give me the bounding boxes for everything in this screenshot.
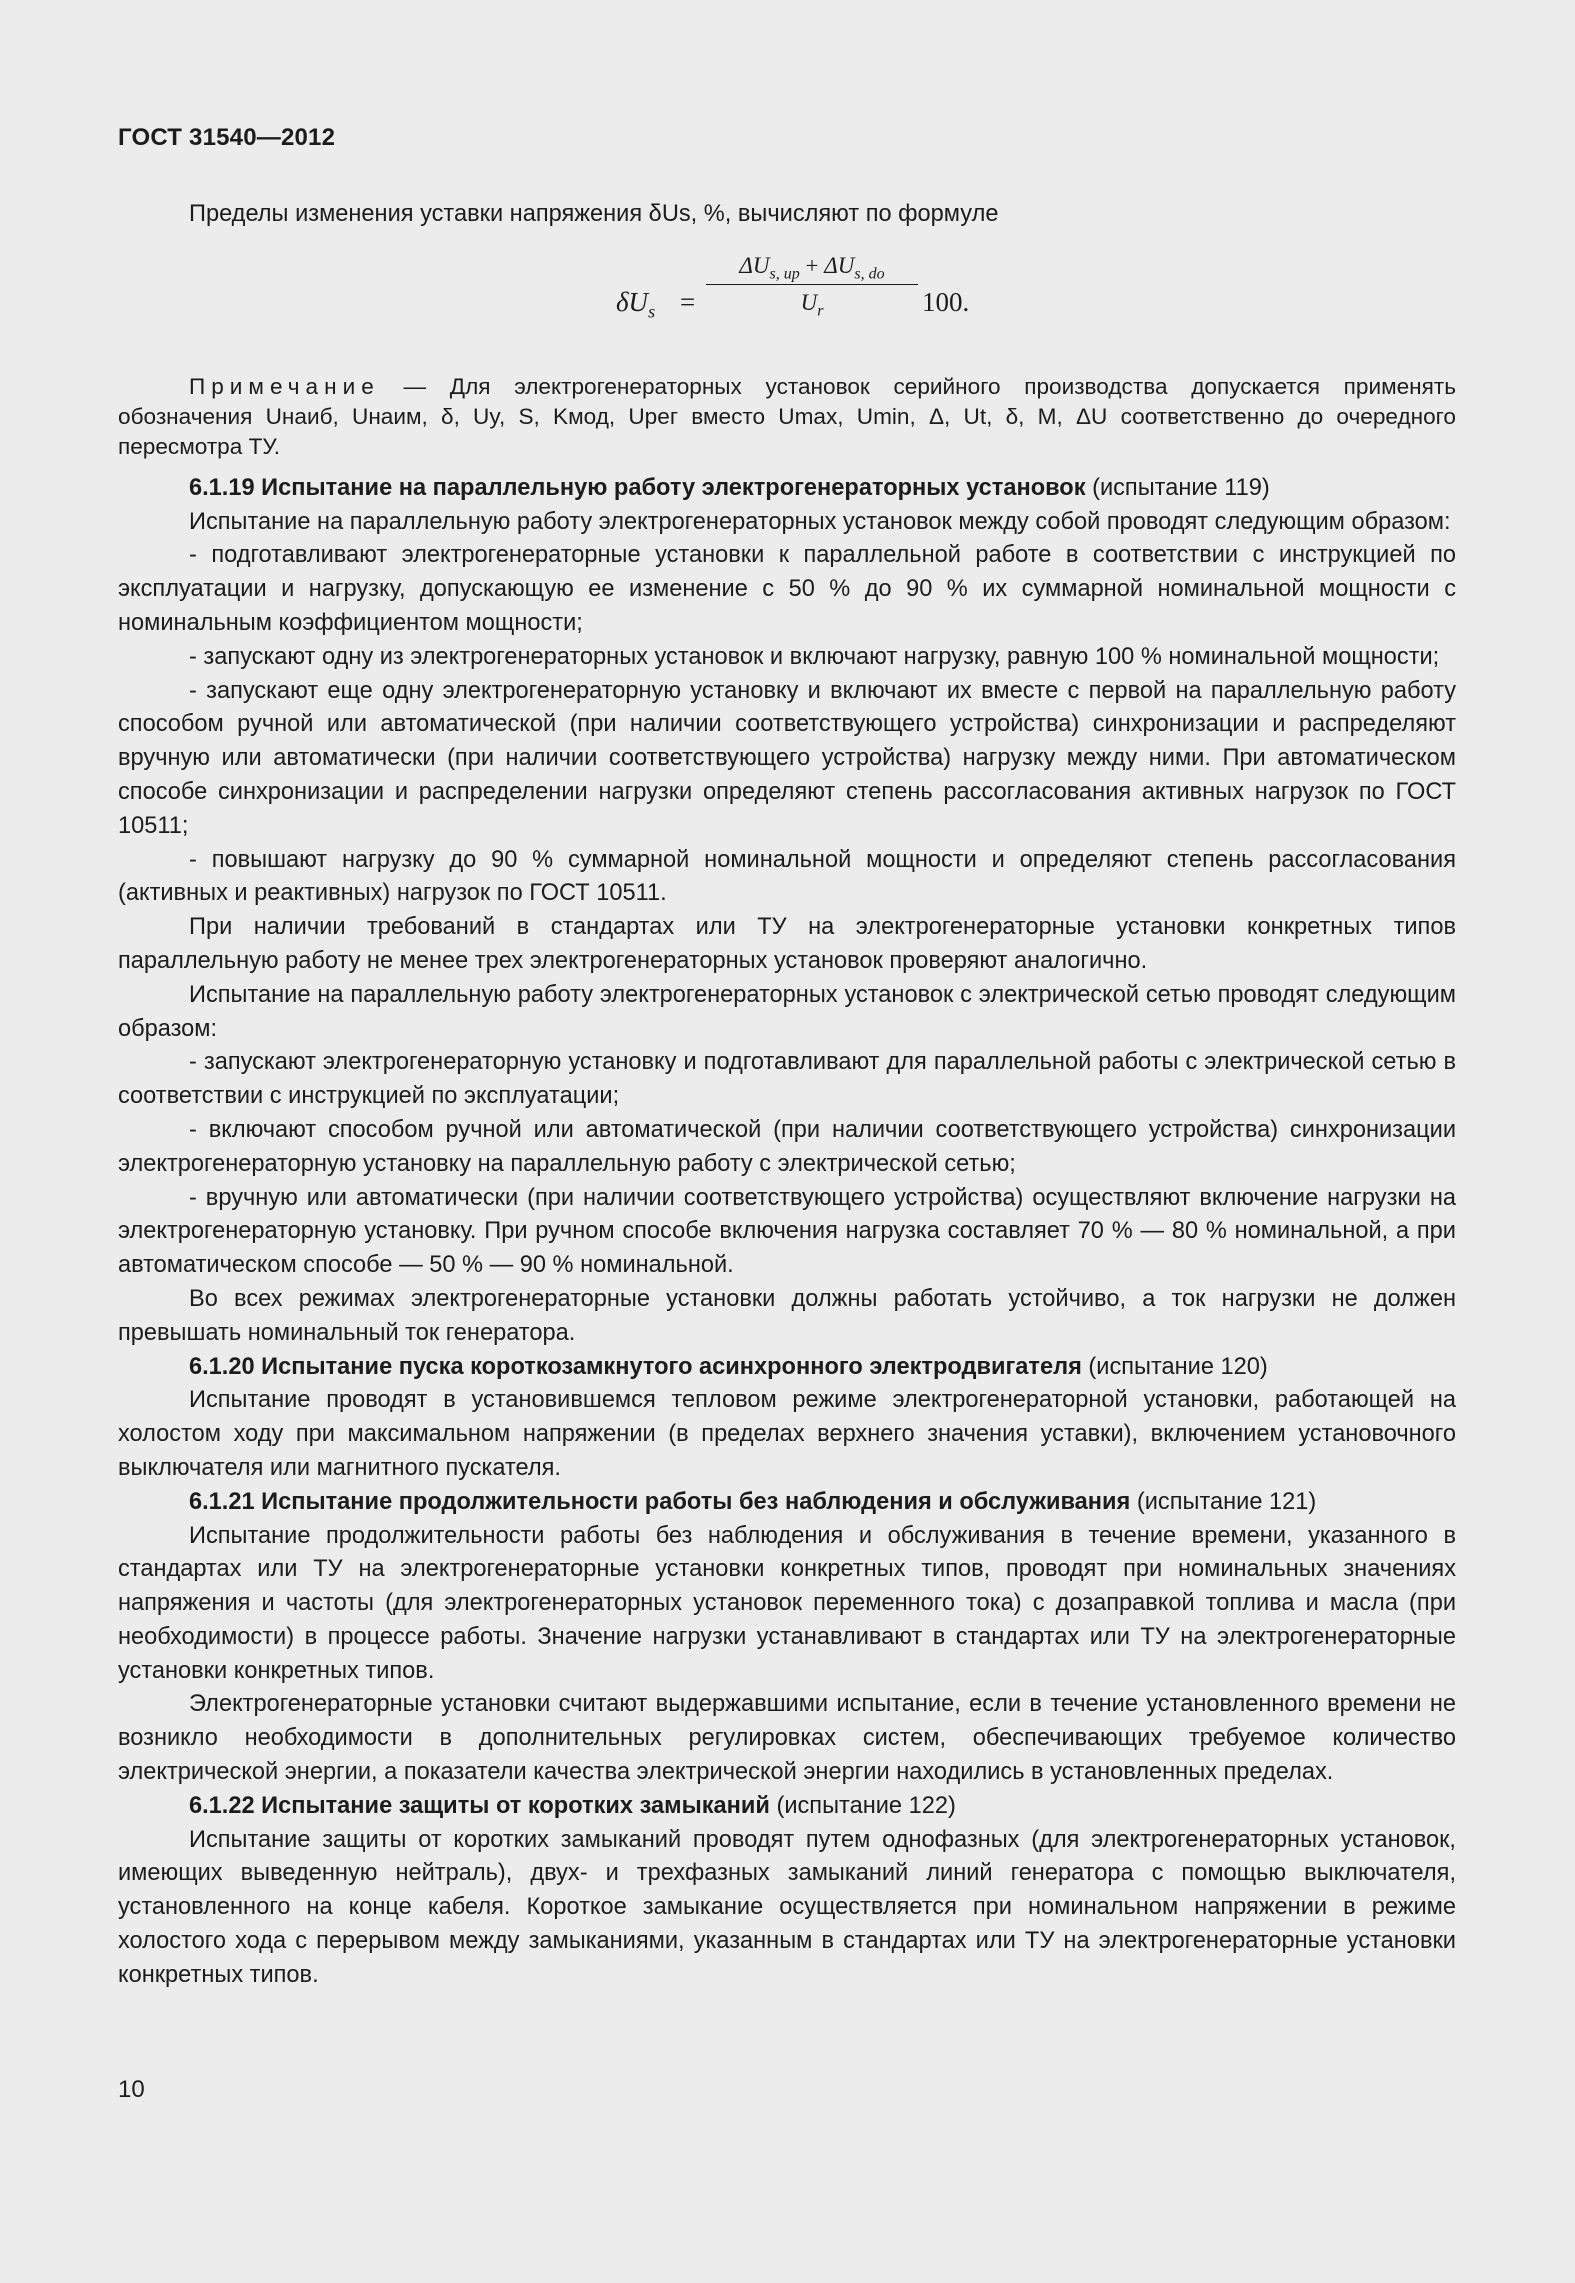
body-paragraph: - подготавливают электрогенераторные установки к параллельной работе в соответствии с инструкцией по эксплуатации и нагрузку, допускающую ее изменение с 50 % до 90 % их суммарной номинальной мощности с номинальным коэффициентом мощности; (118, 542, 1456, 636)
page-content (118, 198, 1456, 1993)
formula-numerator: $\Delta U_{s, up} + \Delta U_{s, do}$ (739, 252, 885, 283)
formula-intro: Пределы изменения уставки напряжения δUs, %, вычисляют по формуле (189, 201, 999, 227)
note-text: — Для электрогенераторных установок серийного производства допускается применять обозначения Uнаиб, Uнаим, δ, Uy, S, Kмод, Uрег вместо Umax, Umin, Δ, Ut, δ, M, ΔU соответственно до очередного пересмотра ТУ. (118, 373, 1456, 459)
body-paragraph: Во всех режимах электрогенераторные установки должны работать устойчиво, а ток нагрузки не должен превышать номинальный ток генератора. (118, 1285, 1456, 1346)
section-heading (118, 472, 1456, 506)
body-paragraph: Испытание защиты от коротких замыканий проводят путем однофазных (для электрогенераторных установок, имеющих выведенную нейтраль), двух- и трехфазных замыканий линий генератора с помощью выключателя, установленного на конце кабеля. Короткое замыкание осуществляется при номинальном напряжении в режиме холостого хода с перерывом между замыканиями, указанным в стандартах или ТУ на электрогенераторные установки конкретных типов. (118, 1826, 1456, 1988)
section-title: 6.1.22 Испытание защиты от коротких замыканий (189, 1792, 770, 1819)
body-paragraph: Испытание на параллельную работу электрогенераторных установок с электрической сетью проводят следующим образом: (118, 981, 1456, 1042)
section-test-number: (испытание 119) (1085, 474, 1270, 501)
body-paragraph: - запускают электрогенераторную установку и подготавливают для параллельной работы с электрической сетью в соответствии с инструкцией по эксплуатации; (118, 1049, 1456, 1110)
formula-fraction (706, 248, 918, 330)
formula (118, 244, 1456, 354)
body-paragraph: - включают способом ручной или автоматической (при наличии соответствующего устройства) синхронизации электрогенераторную установку на параллельную работу с электрической сетью; (118, 1116, 1456, 1177)
body-paragraph: - запускают еще одну электрогенераторную установку и включают их вместе с первой на параллельную работу способом ручной или автоматической (при наличии соответствующего устройства) синхронизации и распределяют вручную или автоматически (при наличии соответствующего устройства) нагрузку между ними. При автоматическом способе синхронизации и распределении нагрузки определяют степень рассогласования активных нагрузок по ГОСТ 10511; (118, 677, 1456, 839)
formula-equals: = (680, 286, 696, 317)
page-number: 10 (118, 2076, 145, 2103)
section-heading (118, 1351, 1456, 1385)
section-title: 6.1.19 Испытание на параллельную работу электрогенераторных установок (189, 474, 1086, 501)
body-paragraph: Испытание на параллельную работу электрогенераторных установок между собой проводят следующим образом: (189, 508, 1451, 535)
body-paragraph: Испытание продолжительности работы без наблюдения и обслуживания в течение времени, указанного в стандартах или ТУ на электрогенераторные установки конкретных типов, проводят при номинальных значениях напряжения и частоты (для электрогенераторных установок переменного тока) с дозаправкой топлива и масла (при необходимости) в процессе работы. Значение нагрузки устанавливают в стандартах или ТУ на электрогенераторные установки конкретных типов. (118, 1522, 1456, 1684)
formula-denominator: $U_r$ (800, 289, 824, 320)
body-paragraph: - повышают нагрузку до 90 % суммарной номинальной мощности и определяют степень рассогласования (активных и реактивных) нагрузок по ГОСТ 10511. (118, 846, 1456, 907)
body-paragraph: Испытание проводят в установившемся тепловом режиме электрогенераторной установки, работающей на холостом ходу при максимальном напряжении (в пределах верхнего значения уставки), включением установочного выключателя или магнитного пускателя. (118, 1387, 1456, 1481)
formula-lhs: $\delta U_s$ (616, 286, 656, 322)
section-heading (118, 1486, 1456, 1520)
note (118, 372, 1456, 462)
formula-multiplier: 100. (922, 286, 970, 317)
section-title: 6.1.20 Испытание пуска короткозамкнутого асинхронного электродвигателя (189, 1353, 1082, 1380)
body-paragraph: При наличии требований в стандартах или ТУ на электрогенераторные установки конкретных типов параллельную работу не менее трех электрогенераторных установок проверяют аналогично. (118, 914, 1456, 974)
section-test-number: (испытание 122) (769, 1792, 956, 1819)
section-test-number: (испытание 120) (1081, 1353, 1268, 1380)
body-paragraph: Электрогенераторные установки считают выдержавшими испытание, если в течение установленного времени не возникло необходимости в дополнительных регулировках систем, обеспечивающих требуемое количество электрической энергии, а показатели качества электрической энергии находились в установленных пределах. (118, 1691, 1456, 1786)
body-paragraph: - вручную или автоматически (при наличии соответствующего устройства) осуществляют включение нагрузки на электрогенераторную установку. При ручном способе включения нагрузка составляет 70 % — 80 % номинальной, а при автоматическом способе — 50 % — 90 % номинальной. (118, 1184, 1456, 1279)
section-test-number: (испытание 121) (1130, 1488, 1317, 1515)
body-paragraph: - запускают одну из электрогенераторных установок и включают нагрузку, равную 100 % номинальной мощности; (189, 643, 1440, 670)
sections-container (118, 472, 1456, 1993)
section-heading (118, 1790, 1456, 1824)
standard-header: ГОСТ 31540—2012 (118, 124, 336, 151)
note-label: Примечание (189, 373, 380, 399)
section-title: 6.1.21 Испытание продолжительности работы без наблюдения и обслуживания (189, 1488, 1131, 1515)
